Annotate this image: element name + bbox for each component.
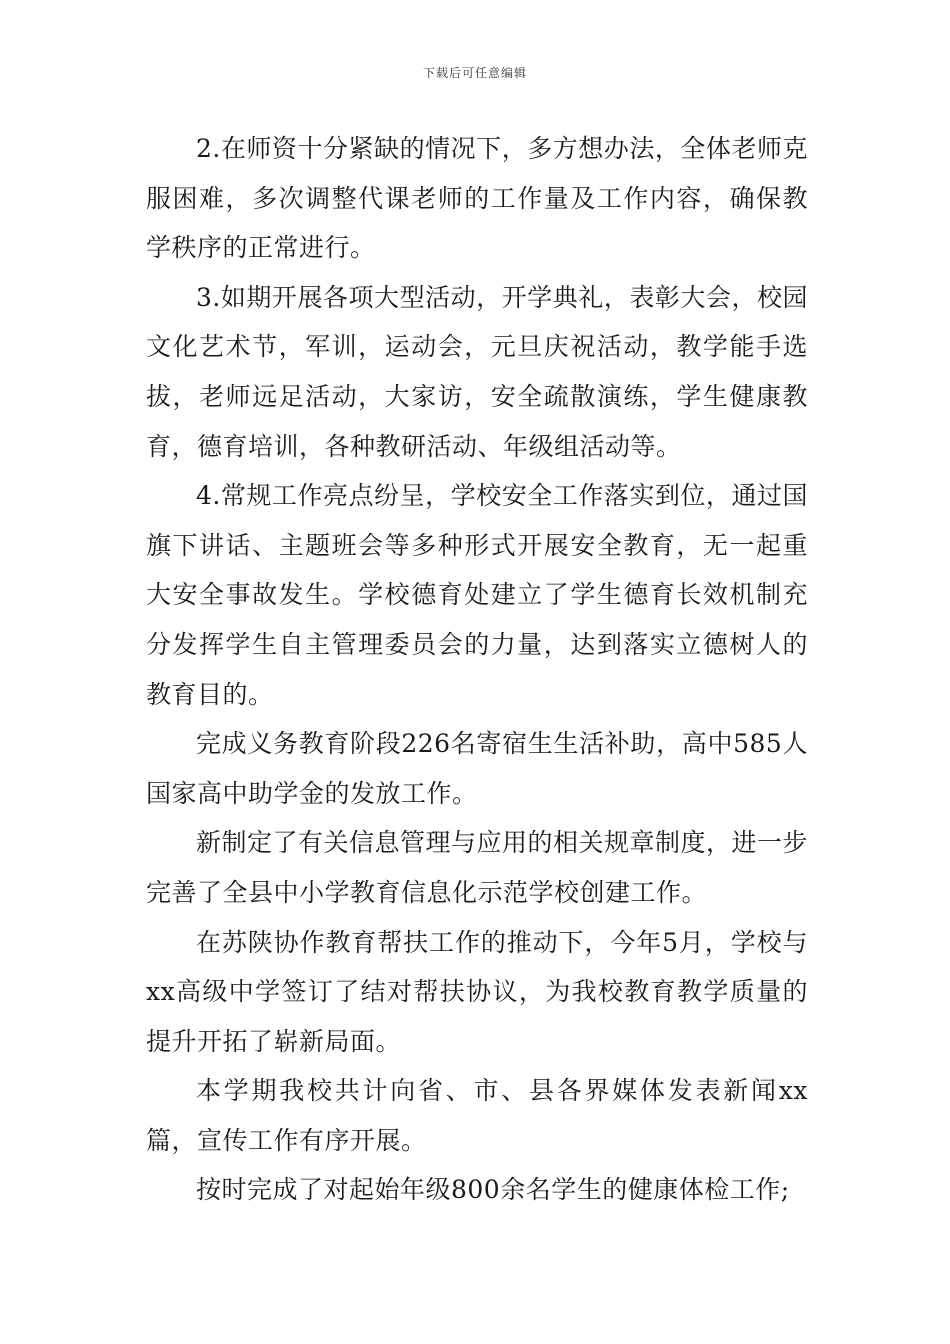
paragraph-staffing: 2.在师资十分紧缺的情况下，多方想办法，全体老师克服困难，多次调整代课老师的工作量及工作内容，确保教学秩序的正常进行。 (146, 134, 808, 263)
paragraph-safety: 4.常规工作亮点纷呈，学校安全工作落实到位，通过国旗下讲话、主题班会等多种形式开展安全教育，无一起重大安全事故发生。学校德育处建立了学生德育长效机制充分发挥学生自主管理委员会的力量，达到落实立德树人的教育目的。 (146, 481, 808, 709)
paragraph-publicity: 本学期我校共计向省、市、县各界媒体发表新闻xx篇，宣传工作有序开展。 (146, 1076, 808, 1155)
paragraph-partnership: 在苏陕协作教育帮扶工作的推动下，今年5月，学校与xx高级中学签订了结对帮扶协议，为我校教育教学质量的提升开拓了崭新局面。 (146, 927, 808, 1056)
paragraph-informatization: 新制定了有关信息管理与应用的相关规章制度，进一步完善了全县中小学教育信息化示范学校创建工作。 (146, 828, 809, 907)
header-note: 下载后可任意编辑 (422, 66, 527, 80)
document-body (146, 124, 808, 1215)
paragraph-health-check: 按时完成了对起始年级800余名学生的健康体检工作; (196, 1175, 790, 1205)
paragraph-activities: 3.如期开展各项大型活动，开学典礼，表彰大会，校园文化艺术节，军训，运动会，元旦庆祝活动，教学能手选拔，老师远足活动，大家访，安全疏散演练，学生健康教育，德育培训，各种教研活动、年级组活动等。 (146, 282, 808, 461)
paragraph-subsidy: 完成义务教育阶段226名寄宿生生活补助，高中585人国家高中助学金的发放工作。 (146, 729, 808, 808)
